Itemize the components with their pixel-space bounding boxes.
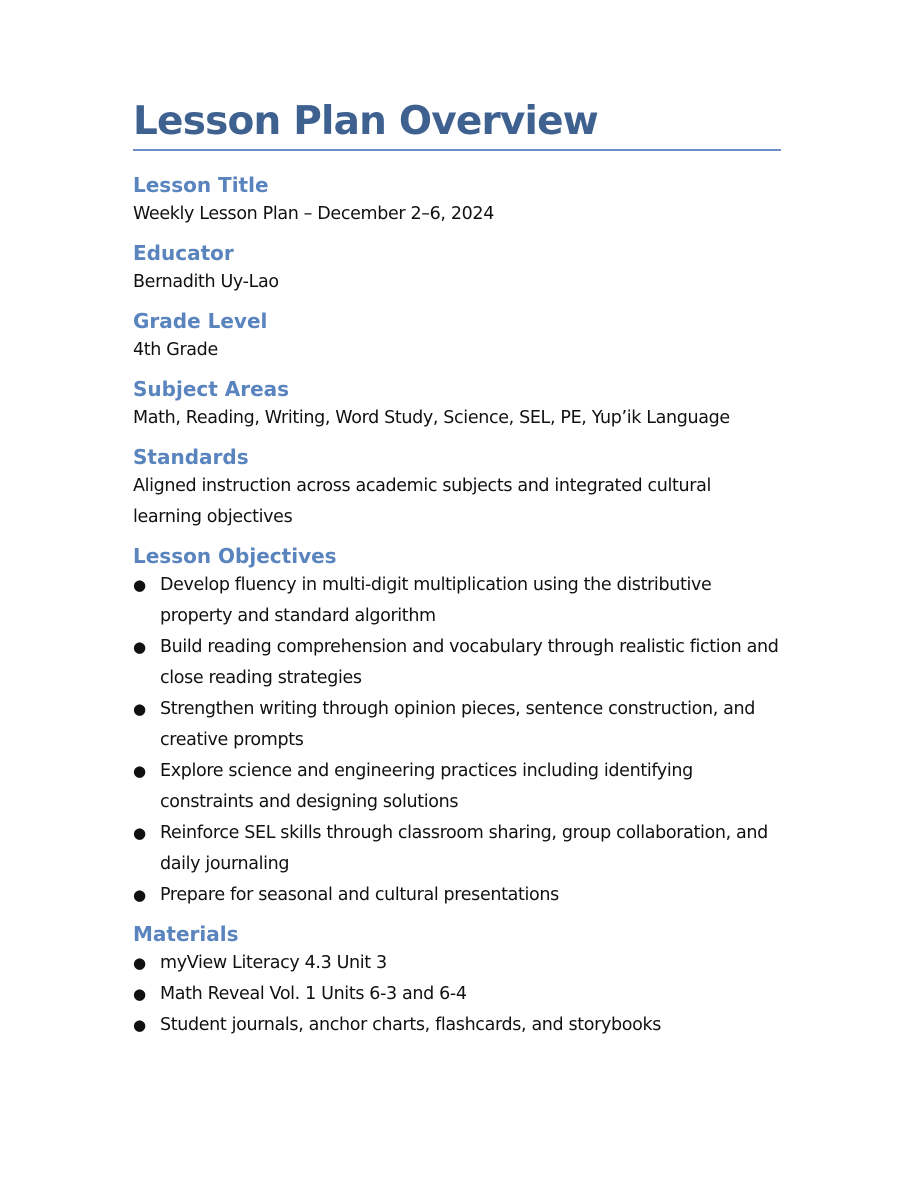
section-heading: Educator bbox=[133, 241, 234, 265]
section-standards bbox=[133, 443, 781, 533]
lesson-plan-document bbox=[133, 96, 781, 1050]
section-heading: Lesson Objectives bbox=[133, 544, 337, 568]
list-item bbox=[133, 694, 781, 756]
section-heading: Lesson Title bbox=[133, 173, 269, 197]
title-divider bbox=[133, 149, 781, 151]
section-subject-areas bbox=[133, 375, 781, 434]
bullet-icon: ● bbox=[133, 700, 146, 718]
list-item-text: Build reading comprehension and vocabulary through realistic fiction and close reading strategies bbox=[160, 637, 779, 688]
list-item bbox=[133, 632, 781, 694]
list-item-text: Explore science and engineering practices including identifying constraints and designing solutions bbox=[160, 761, 693, 812]
bullet-icon: ● bbox=[133, 985, 146, 1003]
section-value: Math, Reading, Writing, Word Study, Science, SEL, PE, Yup’ik Language bbox=[133, 408, 730, 428]
section-value: Weekly Lesson Plan – December 2–6, 2024 bbox=[133, 204, 494, 224]
document-title: Lesson Plan Overview bbox=[133, 99, 599, 144]
list-item-text: Math Reveal Vol. 1 Units 6-3 and 6-4 bbox=[160, 984, 467, 1004]
bullet-icon: ● bbox=[133, 1016, 146, 1034]
list-item bbox=[133, 818, 781, 880]
section-materials bbox=[133, 920, 781, 1041]
list-item bbox=[133, 570, 781, 632]
section-heading: Standards bbox=[133, 445, 249, 469]
bullet-icon: ● bbox=[133, 954, 146, 972]
list-item-text: myView Literacy 4.3 Unit 3 bbox=[160, 953, 387, 973]
bullet-icon: ● bbox=[133, 576, 146, 594]
section-value: 4th Grade bbox=[133, 340, 218, 360]
list-item bbox=[133, 880, 781, 911]
bullet-icon: ● bbox=[133, 886, 146, 904]
list-item bbox=[133, 1010, 781, 1041]
list-item-text: Student journals, anchor charts, flashcards, and storybooks bbox=[160, 1015, 662, 1035]
bullet-icon: ● bbox=[133, 638, 146, 656]
section-value: Bernadith Uy-Lao bbox=[133, 272, 279, 292]
list-item-text: Prepare for seasonal and cultural presentations bbox=[160, 885, 559, 905]
list-item-text: Reinforce SEL skills through classroom sharing, group collaboration, and daily journaling bbox=[160, 823, 768, 874]
list-item bbox=[133, 948, 781, 979]
section-heading: Materials bbox=[133, 922, 239, 946]
section-grade-level bbox=[133, 307, 781, 366]
list-item-text: Develop fluency in multi-digit multiplication using the distributive property and standard algorithm bbox=[160, 575, 712, 626]
list-item bbox=[133, 756, 781, 818]
bullet-icon: ● bbox=[133, 824, 146, 842]
materials-list bbox=[133, 948, 781, 1041]
list-item bbox=[133, 979, 781, 1010]
objectives-list bbox=[133, 570, 781, 911]
list-item-text: Strengthen writing through opinion pieces, sentence construction, and creative prompts bbox=[160, 699, 756, 750]
section-heading: Subject Areas bbox=[133, 377, 290, 401]
section-lesson-objectives bbox=[133, 542, 781, 911]
section-value: Aligned instruction across academic subjects and integrated cultural learning objectives bbox=[133, 476, 711, 527]
bullet-icon: ● bbox=[133, 762, 146, 780]
section-heading: Grade Level bbox=[133, 309, 268, 333]
section-lesson-title bbox=[133, 171, 781, 230]
section-educator bbox=[133, 239, 781, 298]
